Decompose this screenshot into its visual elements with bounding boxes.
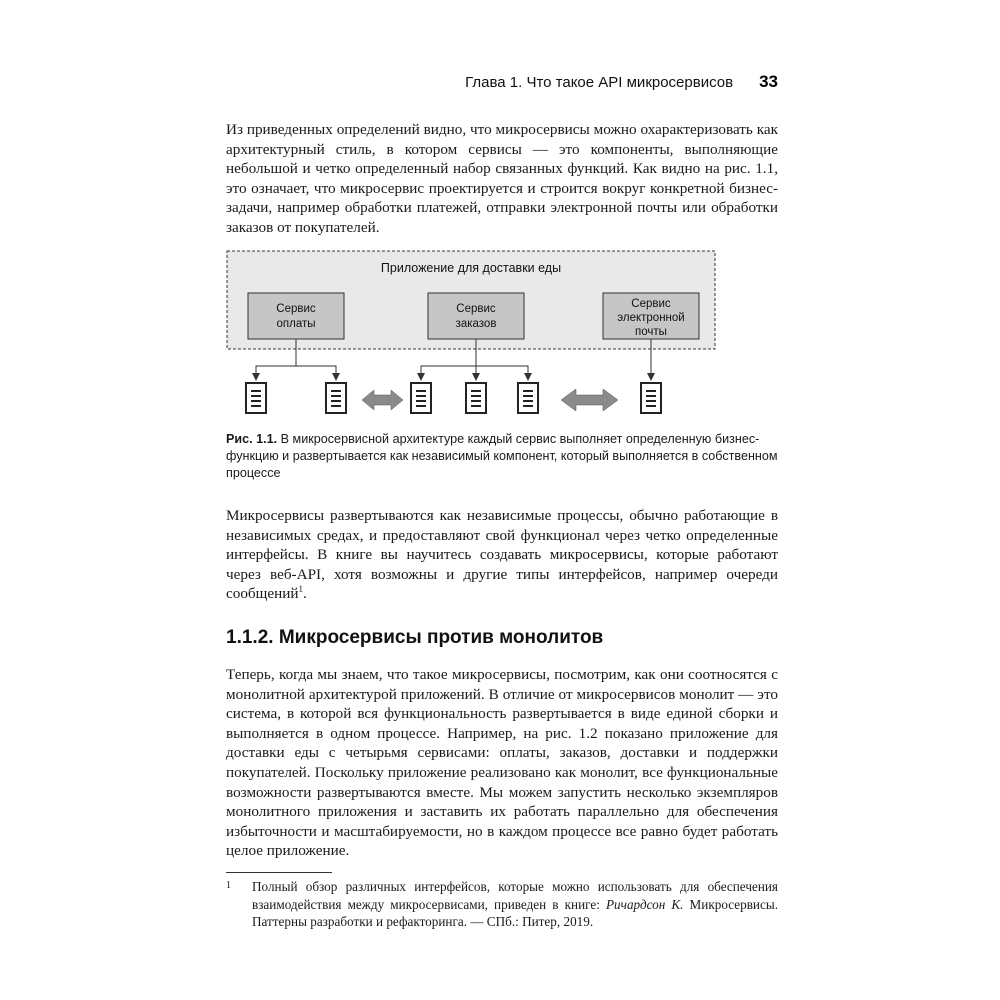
figure-1-1-diagram	[226, 250, 778, 425]
footnote-number: 1	[226, 880, 231, 891]
server-icon	[246, 383, 266, 413]
app-label: Приложение для доставки еды	[380, 261, 562, 275]
deployment-paragraph	[226, 506, 778, 604]
service-label-line1: Сервис	[456, 303, 496, 315]
footnote-ref[interactable]: 1	[298, 584, 303, 595]
caption-text: В микросервисной архитектуре каждый сервис выполняет определенную бизнес-функцию и развертывается как независимый компонент, который выполняется в собственном процессе	[226, 432, 778, 480]
footnote-text-before: Полный обзор различных интерфейсов, которые можно использовать для обеспечения взаимодействия между микросервисами, приведен в книге:	[252, 879, 778, 912]
footnote-text	[252, 878, 778, 931]
page-header	[226, 72, 778, 98]
footnote-author: Ричардсон К.	[606, 896, 684, 912]
double-arrow-icon	[561, 389, 618, 411]
figure-caption	[226, 431, 778, 482]
service-label-line1: Сервис	[631, 298, 671, 310]
service-label-line1: Сервис	[276, 303, 316, 315]
server-icon	[326, 383, 346, 413]
page-number: 33	[759, 72, 778, 91]
running-head: Глава 1. Что такое API микросервисов	[465, 74, 734, 91]
service-label-line2: оплаты	[276, 318, 316, 330]
paragraph-text: Микросервисы развертываются как независимые процессы, обычно работающие в независимых средах, и предоставляют свой функционал через четко определенные интерфейсы. В книге вы научитесь создавать микросервисы, которые работают через веб-API, хотя возможны и другие типы интерфейсов, например очереди сообщений	[226, 507, 778, 603]
service-label-line2: электронной	[617, 312, 685, 324]
footnote-text-after: Микросервисы. Паттерны разработки и рефакторинга. — СПб.: Питер, 2019.	[252, 896, 778, 929]
server-icon	[641, 383, 661, 413]
double-arrow-icon	[362, 390, 403, 410]
caption-label: Рис. 1.1.	[226, 432, 278, 446]
service-box-orders	[428, 293, 524, 339]
service-label-line3: почты	[635, 326, 667, 338]
server-icon	[518, 383, 538, 413]
section-heading: 1.1.2. Микросервисы против монолитов	[226, 627, 604, 648]
service-box-payments	[248, 293, 344, 339]
monolith-paragraph: Теперь, когда мы знаем, что такое микросервисы, посмотрим, как они соотносятся с монолитной архитектурой приложений. В отличие от микросервисов монолит — это система, в которой вся функциональность развертывается в виде единой сборки и выполняется в одном процессе. Например, на рис. 1.2 показано приложение для доставки еды с четырьмя сервисами: оплаты, заказов, доставки и поддержки покупателей. Поскольку приложение реализовано как монолит, все функциональные возможности развертываются вместе. Мы можем запустить несколько экземпляров монолитного приложения и заставить их работать параллельно для обеспечения избыточности и масштабируемости, но в каждом процессе все равно будет работать целое приложение.	[226, 666, 778, 860]
server-icon	[466, 383, 486, 413]
footnote-rule	[226, 872, 332, 873]
intro-paragraph: Из приведенных определений видно, что микросервисы можно охарактеризовать как архитектурный стиль, в котором сервисы — это компоненты, выполняющие небольшой и четко определенный набор связанных функций. Как видно на рис. 1.1, это означает, что микросервис проектируется и строится вокруг конкретной бизнес-задачи, например обработки платежей, отправки электронной почты или обработки заказов от покупателей.	[226, 121, 778, 236]
server-icon	[411, 383, 431, 413]
service-label-line2: заказов	[455, 318, 497, 330]
service-box-email	[603, 293, 699, 339]
paragraph-end: .	[302, 585, 307, 603]
footnote	[226, 878, 778, 931]
